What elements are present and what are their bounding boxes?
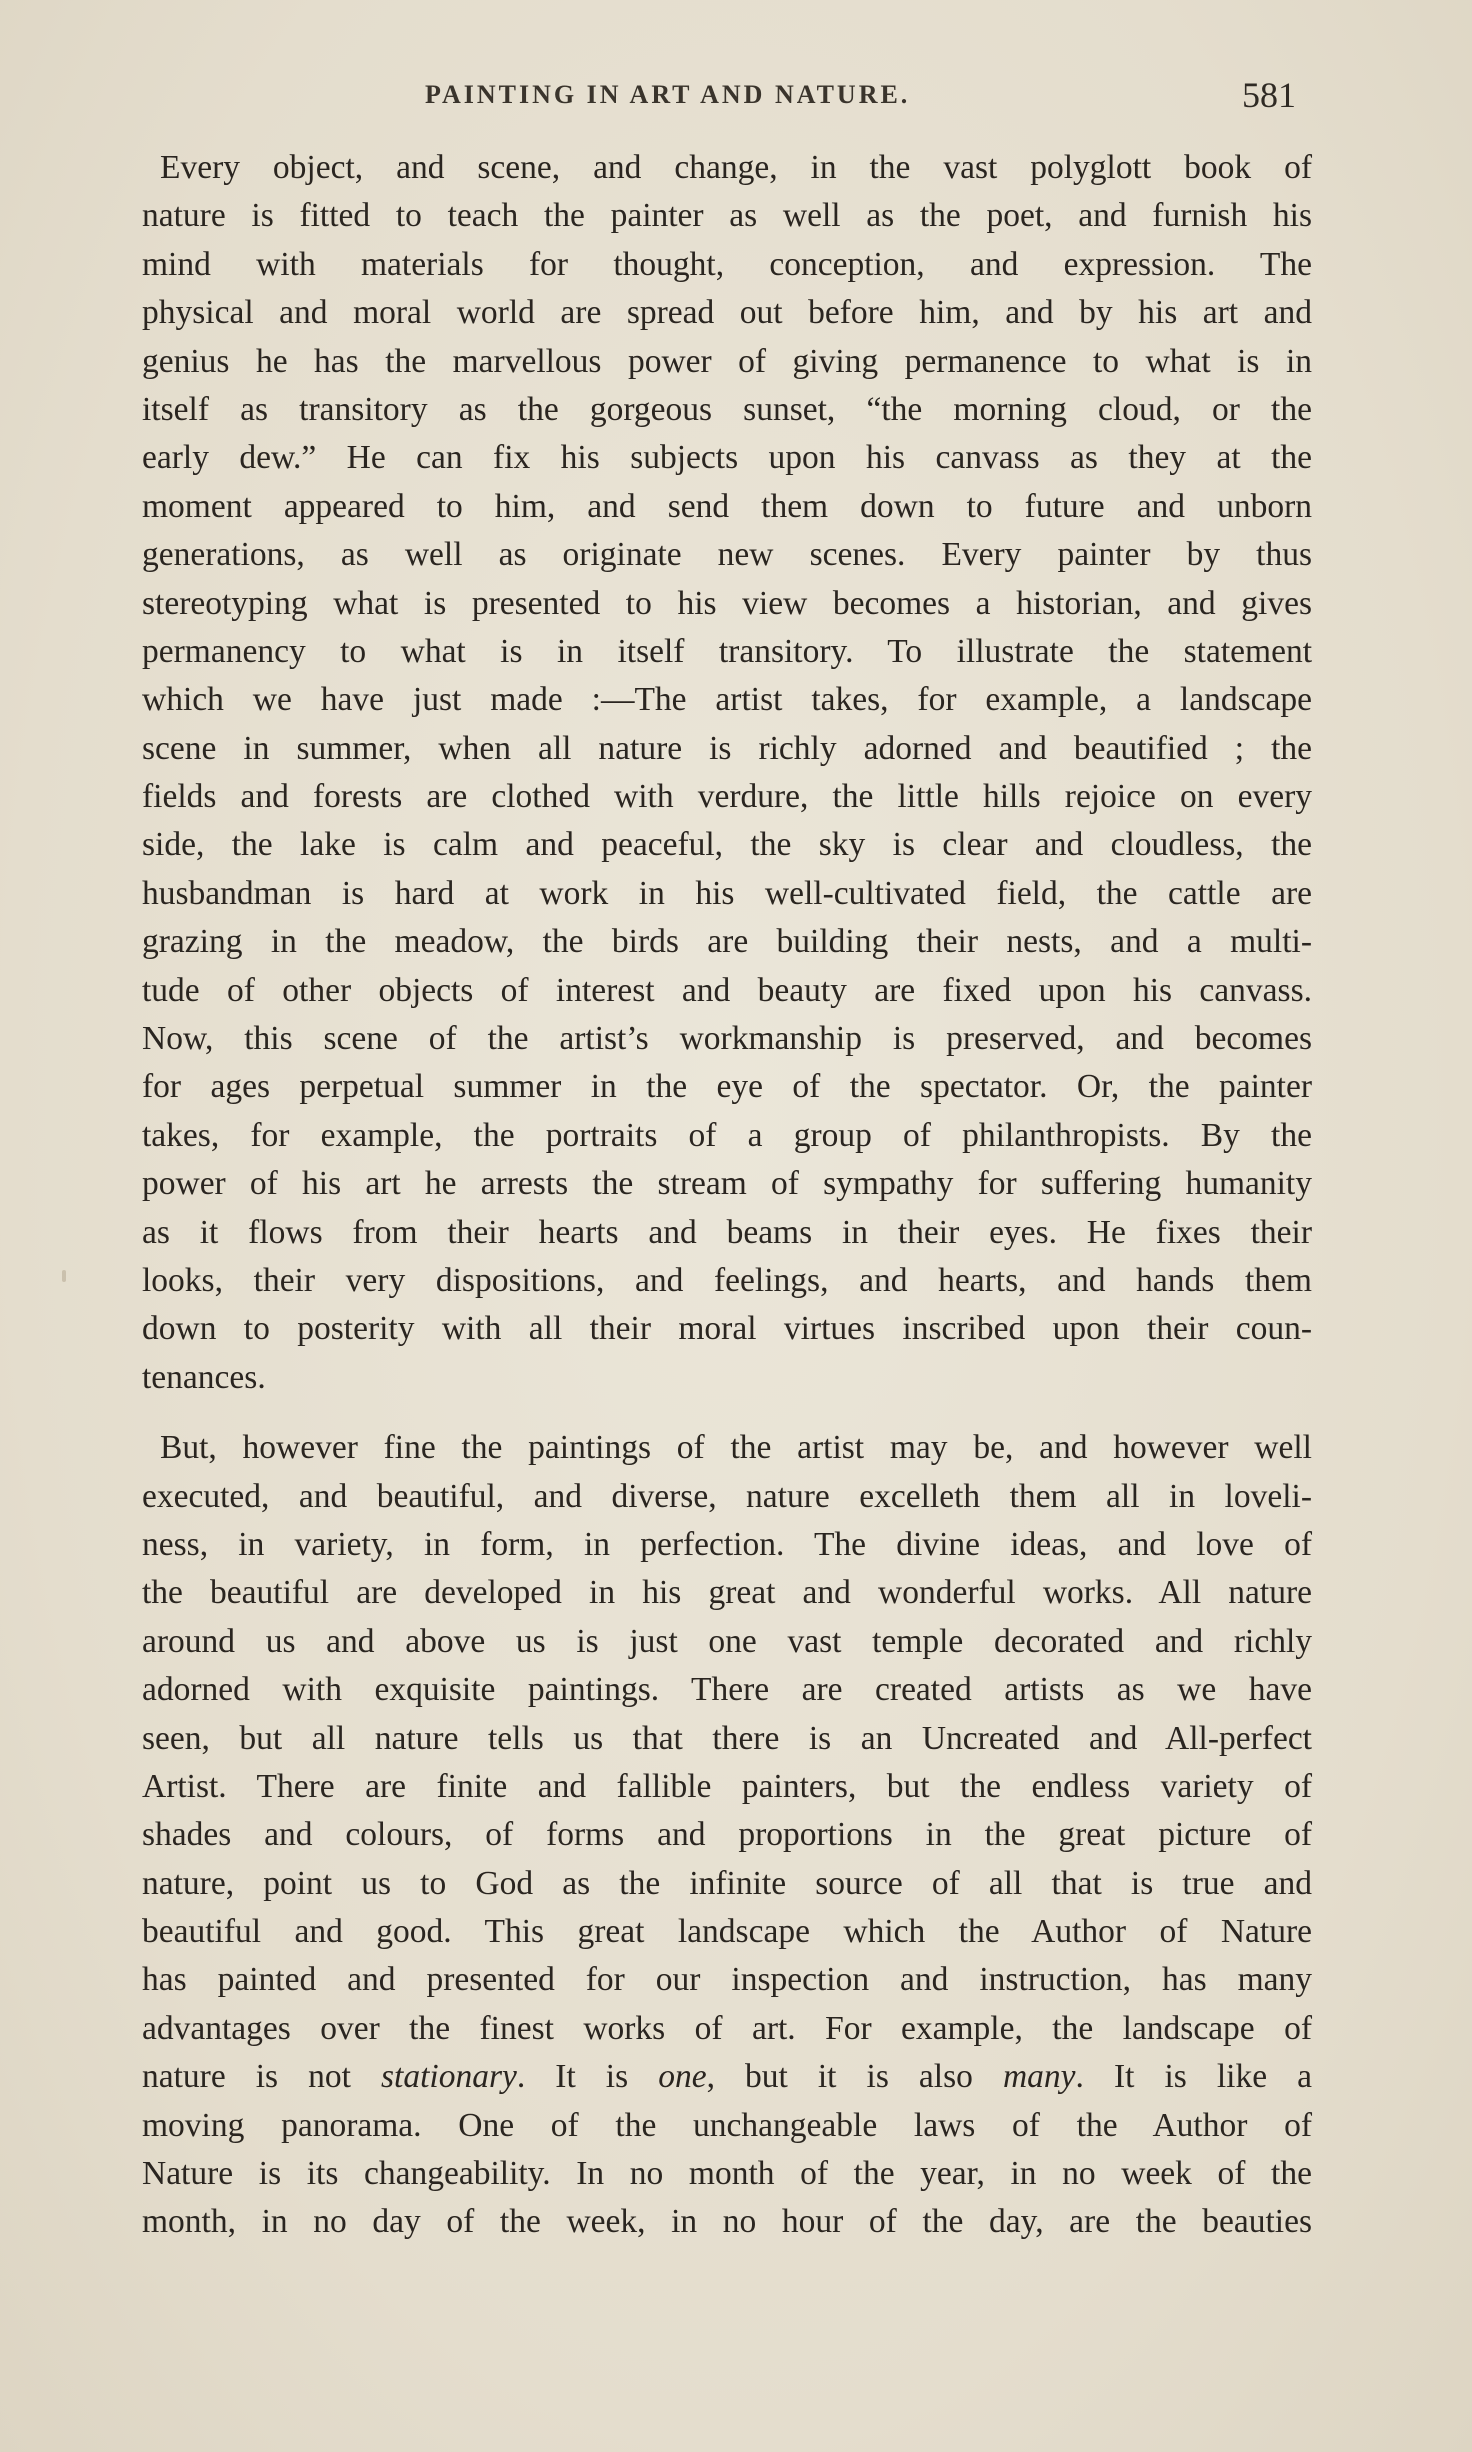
text-line: month, in no day of the week, in no hour of the day, are the beauties [142,2203,1312,2241]
text-line: tenances. [142,1358,266,1396]
paragraph-gap [142,1402,1312,1424]
text-line: Now, this scene of the artist’s workmanship is preserved, and becomes [142,1020,1312,1058]
italic-run: many [1002,2058,1076,2096]
text-line: nature, point us to God as the infinite source of all that is true and [142,1864,1312,1902]
text-line: mind with materials for thought, conception, and expression. The [142,245,1312,283]
page-number: 581 [1242,75,1296,115]
text-line: looks, their very dispositions, and feelings, and hearts, and hands them [142,1261,1312,1299]
text-line: executed, and beautiful, and diverse, nature excelleth them all in loveli- [142,1477,1312,1515]
text-run: , but it is also [706,2058,1003,2096]
text-line: permanency to what is in itself transitory. To illustrate the statement [142,632,1312,670]
text-line: power of his art he arrests the stream of sympathy for suffering humanity [142,1165,1312,1203]
text-line: Artist. There are finite and fallible painters, but the endless variety of [142,1767,1312,1805]
paper-mark [62,1270,66,1282]
text-line: moment appeared to him, and send them down to future and unborn [142,487,1312,525]
text-line: ness, in variety, in form, in perfection. The divine ideas, and love of [142,1525,1312,1563]
text-line: husbandman is hard at work in his well-cultivated field, the cattle are [142,874,1312,912]
text-line-with-italics [142,2053,1312,2101]
text-line: advantages over the finest works of art. For example, the landscape of [142,2009,1312,2047]
text-line: the beautiful are developed in his great and wonderful works. All nature [142,1574,1312,1612]
text-line: itself as transitory as the gorgeous sunset, “the morning cloud, or the [142,390,1312,428]
text-line: physical and moral world are spread out before him, and by his art and [142,294,1312,332]
text-run: . It is [516,2058,659,2096]
text-line: fields and forests are clothed with verdure, the little hills rejoice on every [142,778,1312,816]
text-line: generations, as well as originate new scenes. Every painter by thus [142,536,1312,574]
text-line: has painted and presented for our inspection and instruction, has many [142,1961,1312,1999]
text-line: seen, but all nature tells us that there is an Uncreated and All-perfect [142,1719,1312,1757]
text-line: tude of other objects of interest and beauty are fixed upon his canvass. [142,971,1312,1009]
text-line: beautiful and good. This great landscape which the Author of Nature [142,1913,1312,1951]
running-head [0,74,1472,122]
paragraph-2 [142,1424,1312,2247]
body-text [142,144,1312,2247]
text-line: as it flows from their hearts and beams in their eyes. He fixes their [142,1213,1312,1251]
text-line: shades and colours, of forms and proportions in the great picture of [142,1816,1312,1854]
text-line: genius he has the marvellous power of giving permanence to what is in [142,342,1312,380]
text-line: around us and above us is just one vast temple decorated and richly [142,1622,1312,1660]
text-line: stereotyping what is presented to his view becomes a historian, and gives [142,584,1312,622]
text-line: But, however fine the paintings of the artist may be, and however well [160,1429,1312,1467]
running-title: PAINTING IN ART AND NATURE. [425,80,911,109]
text-line: scene in summer, when all nature is richly adorned and beautified ; the [142,729,1312,767]
text-line: Nature is its changeability. In no month of the year, in no week of the [142,2155,1312,2193]
text-line: moving panorama. One of the unchangeable laws of the Author of [142,2106,1312,2144]
paragraph-1 [142,144,1312,1402]
text-line: Every object, and scene, and change, in the vast polyglott book of [160,149,1312,186]
italic-run: stationary [381,2058,517,2096]
text-line: nature is fitted to teach the painter as well as the poet, and furnish his [142,197,1312,235]
text-run: . It is like a [1075,2058,1312,2096]
text-run: nature is not [142,2058,381,2096]
text-line: down to posterity with all their moral virtues inscribed upon their coun- [142,1310,1312,1348]
text-line: for ages perpetual summer in the eye of the spectator. Or, the painter [142,1068,1312,1106]
italic-run: one [658,2058,707,2096]
text-line: adorned with exquisite paintings. There are created artists as we have [142,1671,1312,1709]
text-line: which we have just made :—The artist takes, for example, a landscape [142,681,1312,719]
text-line: side, the lake is calm and peaceful, the sky is clear and cloudless, the [142,826,1312,864]
text-line: early dew.” He can fix his subjects upon his canvass as they at the [142,439,1312,477]
text-line: grazing in the meadow, the birds are building their nests, and a multi- [142,923,1312,961]
text-line: takes, for example, the portraits of a group of philanthropists. By the [142,1116,1312,1154]
